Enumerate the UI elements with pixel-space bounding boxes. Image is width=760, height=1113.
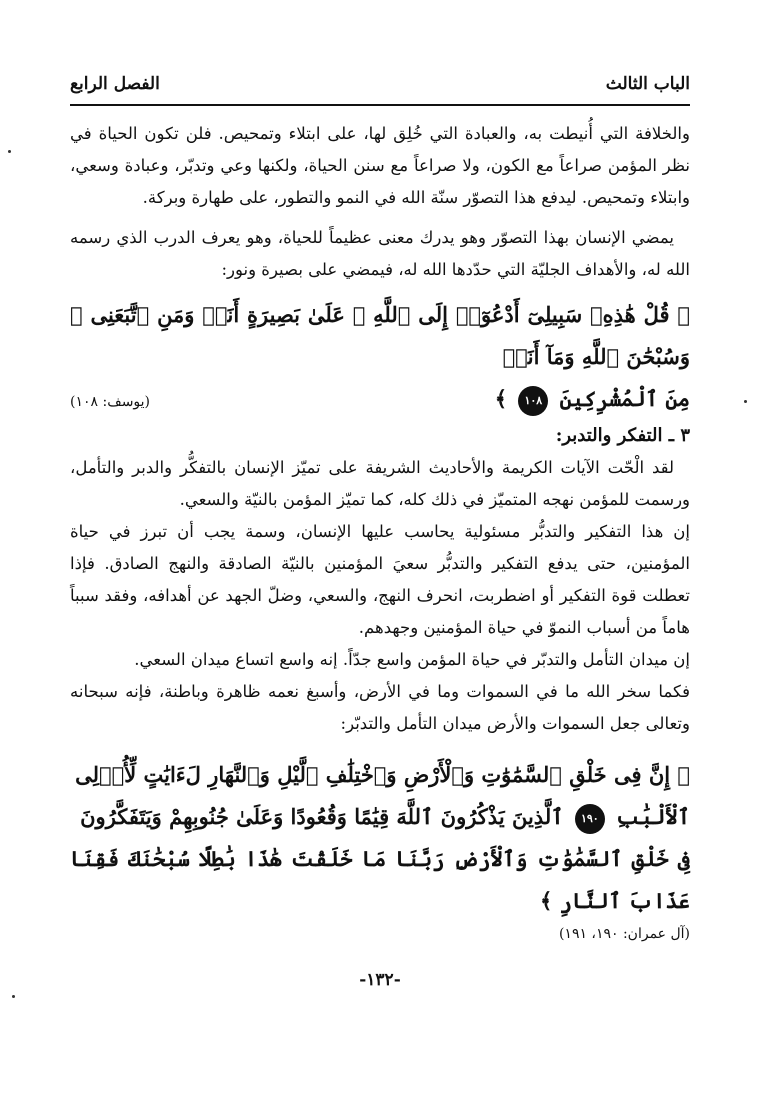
paragraph-6: فكما سخر الله ما في السموات وما في الأرض، وأسبغ نعمه ظاهرة وباطنة، فإنه سبحانه وتعالى جعل السموات والأرض ميدان التأمل والتدبّر: bbox=[70, 682, 690, 733]
scan-speck bbox=[8, 150, 11, 153]
section-title: الفصل الرابع bbox=[70, 74, 160, 94]
running-header bbox=[70, 74, 690, 106]
quran-verse-1-line-2: مِنَ ٱلْمُشْرِكِينَ bbox=[559, 386, 690, 411]
verse-1-reference: (يوسف: ١٠٨) bbox=[70, 394, 151, 410]
scan-speck bbox=[12, 995, 15, 998]
paragraph-2: يمضي الإنسان بهذا التصوّر وهو يدرك معنى عظيماً للحياة، وهو يعرف الدرب الذي رسمه الله له، والأهداف الجليّة التي حدّدها الله له، فيمضي على بصيرة ونور: bbox=[70, 228, 690, 279]
quran-verse-1-line-1: ﴿ قُلْ هَٰذِهِۦ سَبِيلِىٓ أَدْعُوٓا۟ إِلَى ٱللَّهِ ۚ عَلَىٰ بَصِيرَةٍ أَنَا۠ وَمَنِ ٱتَّبَعَنِى ۖ وَسُبْحَٰنَ ٱللَّهِ وَمَآ أَنَا۠ bbox=[70, 302, 690, 369]
verse-close-bracket: ﴾ bbox=[494, 386, 508, 411]
paragraph-5: إن ميدان التأمل والتدبّر في حياة المؤمن واسع جدّاً. إنه واسع اتساع ميدان السعي. bbox=[134, 650, 690, 669]
page-body bbox=[70, 118, 690, 946]
scan-speck bbox=[744, 400, 747, 403]
quran-verse-2-line-2a: ٱلْأَلْبَٰبِ bbox=[616, 804, 690, 829]
verse-2-reference: (آل عمران: ١٩٠، ١٩١) bbox=[558, 926, 690, 942]
quran-verse-2-line-3: فِى خَلْقِ ٱلسَّمَٰوَٰتِ وَٱلْأَرْضِ رَبَّنَا مَا خَلَقْتَ هَٰذَا بَٰطِلًا سُبْحَٰنَكَ فَقِنَا عَذَابَ ٱلنَّارِ ﴾ bbox=[70, 846, 690, 913]
verse-1-row-2 bbox=[70, 378, 690, 411]
paragraph-3: لقد الْحّت الآيات الكريمة والأحاديث الشريفة على تميّز الإنسان بالتفكُّر والدبر والتأمل، ورسمت للمؤمن نهجه المتميّز في ذلك كله، كما تميّز المؤمن بالنيّة والسعي. bbox=[70, 458, 690, 509]
chapter-title: الباب الثالث bbox=[605, 74, 690, 94]
quran-verse-2-line-1: ﴿ إِنَّ فِى خَلْقِ ٱلسَّمَٰوَٰتِ وَٱلْأَرْضِ وَٱخْتِلَٰفِ ٱلَّيْلِ وَٱلنَّهَارِ لَءَايَٰتٍ لِّأُو۟لِى bbox=[75, 762, 690, 787]
section-heading: ٣ ـ التفكر والتدبر: bbox=[555, 425, 690, 446]
page-number: -١٣٢- bbox=[359, 970, 401, 990]
paragraph-4: إن هذا التفكير والتدبُّر مسئولية يحاسب عليها الإنسان، وسمة يجب أن تبرز في حياة المؤمنين، حتى يدفع التفكير والتدبُّر سعيَ المؤمنين بالنيّة الصادقة والنهج الصادق. فإذا تعطلت قوة التفكير أو اضطربت، انحرف النهج، والسعي، وضلّ الجهد عن أهدافه، وفقد سبباً هاماً من أسباب النموّ في حياة المؤمنين وجهدهم. bbox=[70, 522, 690, 637]
ayah-number-marker: ١٠٨ bbox=[518, 386, 548, 416]
paragraph-1: والخلافة التي أُنيطت به، والعبادة التي خُلِق لها، على ابتلاء وتمحيص. فلن تكون الحياة في نظر المؤمن صراعاً مع الكون، ولا صراعاً مع سنن الحياة، ولكنها وعي وتدبّر، وعبادة وسعي، وابتلاء وتمحيص. ليدفع هذا التصوّر سنّة الله في النمو والتطور، على طهارة وبركة. bbox=[70, 124, 690, 207]
ayah-number-marker: ١٩٠ bbox=[575, 804, 605, 834]
quran-verse-2-line-2b: ٱلَّذِينَ يَذْكُرُونَ ٱللَّهَ قِيَٰمًا وَقُعُودًا وَعَلَىٰ جُنُوبِهِمْ وَيَتَفَكَّرُونَ bbox=[80, 804, 564, 829]
